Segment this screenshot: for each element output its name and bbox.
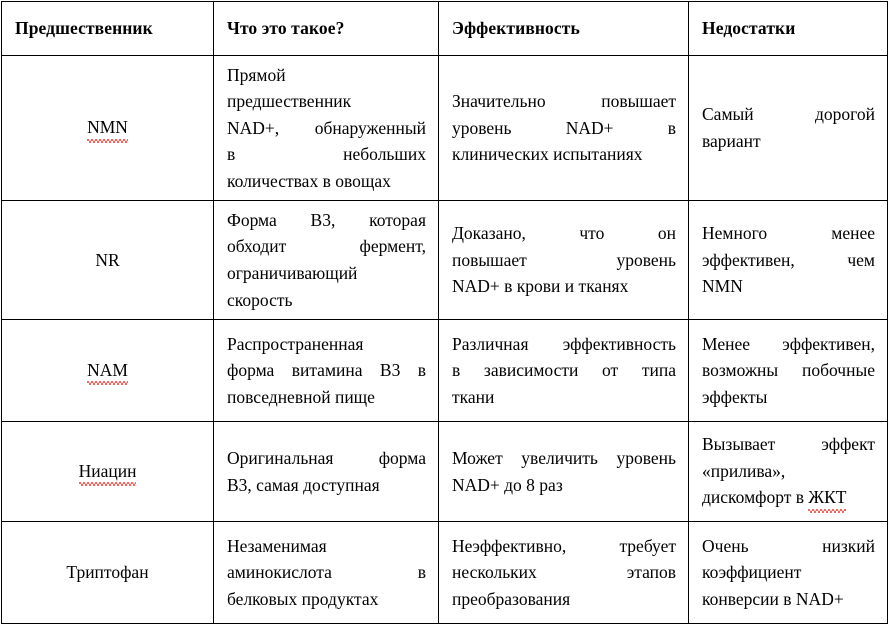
cell-what-is-it-line: в небольших [227,144,426,165]
cell-precursor-name [2,522,214,624]
cell-drawbacks [689,56,888,201]
cell-what-is-it [214,522,439,624]
precursor-name-text [2,458,213,486]
cell-effectiveness-line: NAD+ до 8 раз [452,474,563,495]
cell-effectiveness-line: Различная эффективность [452,333,676,354]
cell-what-is-it-line: обходит фермент, [227,236,426,257]
cell-drawbacks-line: коэффициент [702,562,802,583]
cell-drawbacks-text [689,101,887,154]
cell-precursor-name [2,422,214,522]
cell-drawbacks [689,522,888,624]
cell-drawbacks [689,201,888,320]
cell-drawbacks-line: Вызывает эффект [702,434,875,455]
cell-drawbacks-text [689,220,887,300]
nad-precursor-comparison-table [1,1,888,624]
table-row [2,422,888,522]
cell-drawbacks-text [689,331,887,411]
table-body [2,56,888,624]
cell-drawbacks-text [689,431,887,512]
cell-effectiveness-text [439,88,688,168]
cell-what-is-it-line: количествах в овощах [227,170,391,191]
cell-effectiveness [439,56,689,201]
spellcheck-underlined-word: Ниацин [79,458,137,486]
cell-drawbacks-line: Самый дорогой [702,104,875,125]
cell-effectiveness-line: Значительно повышает [452,91,676,112]
cell-what-is-it-line: повседневной пище [227,386,375,407]
cell-effectiveness [439,422,689,522]
cell-what-is-it [214,422,439,522]
cell-drawbacks-text [689,533,887,613]
cell-what-is-it [214,201,439,320]
cell-what-is-it-line: Незаменимая [227,535,327,556]
cell-effectiveness-line: NAD+ в крови и тканях [452,276,629,297]
spellcheck-underlined-word: NMN [87,114,128,142]
cell-effectiveness-line: в зависимости от типа [452,360,676,381]
table-row [2,56,888,201]
table-header-row [2,2,888,56]
cell-effectiveness-text [439,331,688,411]
spellcheck-underlined-word: NAM [87,357,128,385]
cell-what-is-it-line: Распространенная [227,333,364,354]
column-header-drawbacks [689,2,888,56]
cell-effectiveness-line: Может увеличить уровень [452,447,676,468]
column-header-effectiveness [439,2,689,56]
cell-effectiveness-line: преобразования [452,588,571,609]
cell-drawbacks-line: конверсии в NAD+ [702,588,844,609]
precursor-name-text: NR [95,249,120,270]
cell-precursor-name [2,320,214,422]
cell-what-is-it-line: аминокислота в [227,562,426,583]
precursor-name-text: Триптофан [66,562,149,583]
cell-drawbacks-line: Немного менее [702,223,875,244]
column-header-effectiveness-label: Эффективность [452,18,580,38]
precursor-name-text [2,114,213,142]
column-header-drawbacks-label: Недостатки [702,18,796,38]
cell-effectiveness [439,320,689,422]
cell-drawbacks-line: возможны побочные [702,360,875,381]
cell-drawbacks-line: эффекты [702,386,768,407]
cell-what-is-it-line: Прямой [227,64,286,85]
cell-effectiveness-line: клинических испытаниях [452,144,643,165]
cell-what-is-it-line: ограничивающий [227,263,358,283]
column-header-precursor [2,2,214,56]
cell-effectiveness-line: нескольких этапов [452,562,676,583]
cell-drawbacks [689,422,888,522]
cell-effectiveness [439,201,689,320]
cell-drawbacks-line: NMN [702,276,743,297]
cell-what-is-it-line: белковых продуктах [227,588,379,609]
table-row [2,201,888,320]
cell-drawbacks-line: дискомфорт в ЖКТ [702,484,875,512]
cell-what-is-it-line: Форма B3, которая [227,209,426,230]
column-header-precursor-label: Предшественник [15,18,153,38]
cell-effectiveness-text [439,533,688,613]
cell-precursor-name [2,201,214,320]
cell-effectiveness-text [439,220,688,300]
cell-what-is-it [214,320,439,422]
cell-effectiveness-line: повышает уровень [452,249,676,270]
cell-what-is-it [214,56,439,201]
cell-effectiveness-text [439,445,688,498]
cell-effectiveness-line: уровень NAD+ в [452,117,676,138]
cell-drawbacks-line: «прилива», [702,460,786,481]
cell-what-is-it-line: форма витамина B3 в [227,360,426,381]
document-surface [0,1,890,625]
cell-drawbacks [689,320,888,422]
column-header-what-is-it-label: Что это такое? [227,18,345,38]
cell-what-is-it-line: предшественник [227,91,352,112]
cell-what-is-it-line: Оригинальная форма [227,447,426,468]
cell-what-is-it-line: B3, самая доступная [227,474,380,495]
cell-drawbacks-line: вариант [702,131,761,151]
cell-drawbacks-line: Менее эффективен, [702,333,875,354]
precursor-name-text [2,357,213,385]
cell-what-is-it-text [214,533,438,613]
cell-what-is-it-line: NAD+, обнаруженный [227,117,426,138]
column-header-what-is-it [214,2,439,56]
cell-effectiveness [439,522,689,624]
cell-effectiveness-line: Неэффективно, требует [452,535,676,556]
spellcheck-underlined-word: ЖКТ [808,484,846,512]
cell-precursor-name [2,56,214,201]
table-row [2,522,888,624]
table-row [2,320,888,422]
cell-effectiveness-line: Доказано, что он [452,223,676,244]
cell-what-is-it-text [214,331,438,411]
cell-drawbacks-line: эффективен, чем [702,249,875,270]
cell-what-is-it-line: скорость [227,289,293,310]
cell-effectiveness-line: ткани [452,386,495,407]
cell-what-is-it-text [214,62,438,195]
cell-what-is-it-text [214,445,438,498]
cell-drawbacks-line: Очень низкий [702,535,875,556]
cell-what-is-it-text [214,207,438,313]
